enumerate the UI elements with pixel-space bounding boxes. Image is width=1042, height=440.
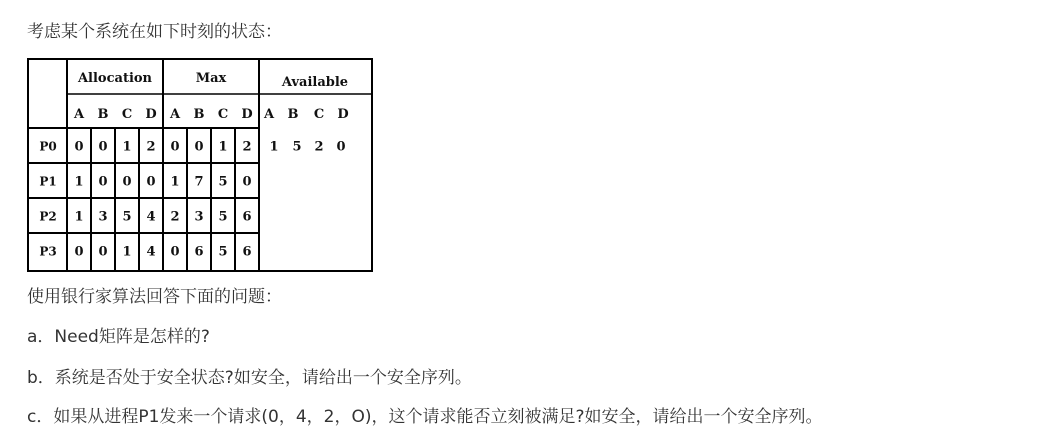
- max-cell: 3: [194, 209, 204, 225]
- allocation-cell: 1: [74, 209, 84, 225]
- allocation-cell: 2: [146, 139, 156, 155]
- resource-state-table: [27, 58, 373, 272]
- max-cell: 1: [218, 139, 228, 155]
- allocation-cell: 0: [146, 174, 156, 190]
- intro-text: 考虑某个系统在如下时刻的状态：: [27, 22, 282, 42]
- allocation-cell: 0: [98, 244, 108, 260]
- allocation-cell: 0: [122, 174, 132, 190]
- max-cell: 5: [218, 244, 228, 260]
- process-label-P0: P0: [39, 139, 57, 154]
- allocation-cell: 0: [98, 174, 108, 190]
- subheader-max-A: A: [169, 107, 181, 122]
- subheader-allocation-D: D: [145, 107, 157, 122]
- process-label-P1: P1: [39, 174, 57, 189]
- max-cell: 0: [194, 139, 204, 155]
- max-cell: 0: [170, 244, 180, 260]
- available-value: 2: [314, 139, 324, 155]
- question-b: b．系统是否处于安全状态?如安全，请给出一个安全序列。: [27, 368, 472, 388]
- subheader-allocation-C: C: [121, 107, 133, 122]
- max-cell: 6: [242, 209, 252, 225]
- header-allocation: Allocation: [77, 71, 153, 86]
- process-label-P3: P3: [39, 244, 57, 259]
- max-cell: 6: [242, 244, 252, 260]
- subheader-allocation-B: B: [97, 107, 109, 122]
- max-cell: 1: [170, 174, 180, 190]
- subheader-available-B: B: [287, 107, 299, 122]
- max-cell: 2: [242, 139, 252, 155]
- subheader-max-D: D: [241, 107, 253, 122]
- instruction-text: 使用银行家算法回答下面的问题：: [27, 287, 282, 307]
- header-available: Available: [281, 75, 349, 90]
- subheader-available-A: A: [263, 107, 275, 122]
- max-cell: 0: [170, 139, 180, 155]
- allocation-cell: 3: [98, 209, 108, 225]
- allocation-cell: 4: [146, 209, 156, 225]
- max-cell: 2: [170, 209, 180, 225]
- header-max: Max: [195, 71, 227, 86]
- available-value: 5: [292, 139, 302, 155]
- subheader-available-D: D: [337, 107, 349, 122]
- allocation-cell: 4: [146, 244, 156, 260]
- subheader-allocation-A: A: [73, 107, 85, 122]
- allocation-cell: 0: [98, 139, 108, 155]
- allocation-cell: 1: [122, 244, 132, 260]
- available-value: 0: [336, 139, 346, 155]
- question-c: c．如果从进程P1发来一个请求(0，4，2，O)，这个请求能否立刻被满足?如安全，请给出一个安全序列。: [27, 407, 823, 427]
- max-cell: 7: [194, 174, 204, 190]
- resource-table-grid: [29, 60, 371, 270]
- subheader-max-C: C: [217, 107, 229, 122]
- allocation-cell: 1: [122, 139, 132, 155]
- allocation-cell: 0: [74, 244, 84, 260]
- allocation-cell: 0: [74, 139, 84, 155]
- process-label-P2: P2: [39, 209, 57, 224]
- subheader-max-B: B: [193, 107, 205, 122]
- question-a: a．Need矩阵是怎样的?: [27, 327, 210, 347]
- max-cell: 5: [218, 209, 228, 225]
- max-cell: 6: [194, 244, 204, 260]
- allocation-cell: 1: [74, 174, 84, 190]
- subheader-available-C: C: [313, 107, 325, 122]
- max-cell: 5: [218, 174, 228, 190]
- max-cell: 0: [242, 174, 252, 190]
- allocation-cell: 5: [122, 209, 132, 225]
- available-value: 1: [269, 139, 279, 155]
